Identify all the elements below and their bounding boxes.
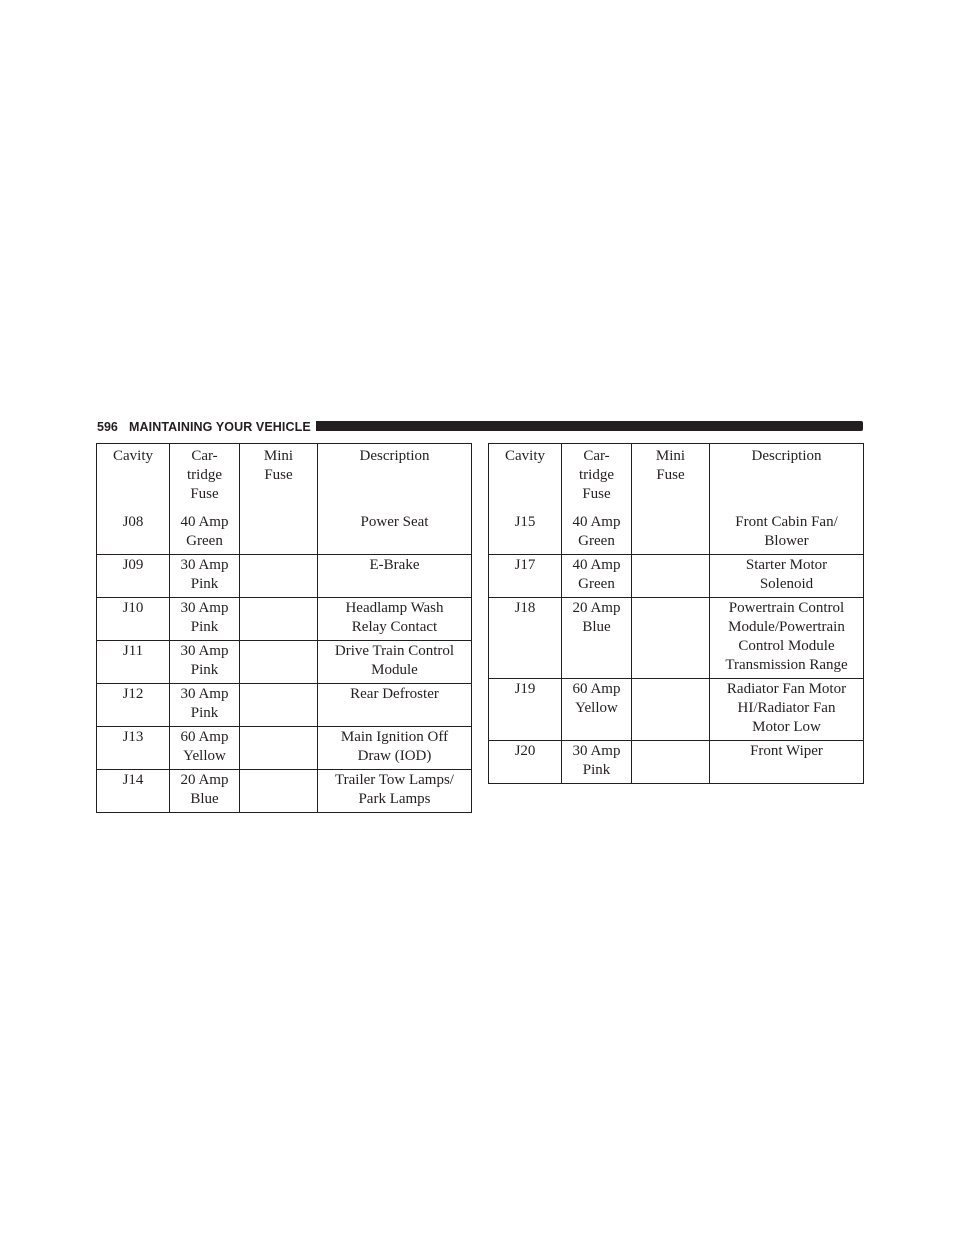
header-rule-bar [316, 421, 863, 431]
table-row [97, 684, 472, 727]
cartridge-fuse-line: 40 Amp [572, 514, 621, 530]
header-line: Fuse [190, 486, 219, 502]
header-line: Mini [263, 448, 294, 464]
description-line: Front Wiper [750, 743, 823, 759]
cartridge-fuse-line: 40 Amp [180, 514, 229, 530]
cartridge-fuse-line: Blue [190, 791, 219, 807]
table-row [97, 641, 472, 684]
description-cell [318, 598, 472, 641]
column-header-description: Description [710, 444, 864, 513]
column-header-cavity: Cavity [97, 444, 170, 513]
mini-fuse-cell [632, 555, 710, 598]
cavity-cell: J12 [97, 684, 170, 727]
header-line: Car- [583, 448, 610, 464]
page-header [97, 418, 863, 436]
column-header-description: Description [318, 444, 472, 513]
description-line: E-Brake [369, 557, 420, 573]
mini-fuse-cell [632, 741, 710, 784]
mini-fuse-cell [240, 598, 318, 641]
description-line: Radiator Fan Motor [726, 681, 847, 697]
description-line: Module [371, 662, 418, 678]
column-header-mini-fuse [240, 444, 318, 513]
table-row [97, 512, 472, 555]
cartridge-fuse-cell [562, 555, 632, 598]
cartridge-fuse-cell [170, 512, 240, 555]
description-line: Blower [764, 533, 809, 549]
table-header-row [489, 444, 864, 513]
cavity-cell: J08 [97, 512, 170, 555]
cartridge-fuse-line: 30 Amp [180, 643, 229, 659]
header-line: Fuse [656, 467, 685, 483]
cartridge-fuse-line: 20 Amp [572, 600, 621, 616]
cavity-cell: J09 [97, 555, 170, 598]
mini-fuse-cell [240, 555, 318, 598]
cartridge-fuse-cell [170, 641, 240, 684]
cartridge-fuse-cell [170, 684, 240, 727]
description-line: Relay Contact [351, 619, 438, 635]
cartridge-fuse-line: Pink [582, 762, 611, 778]
cartridge-fuse-line: Yellow [575, 700, 618, 716]
mini-fuse-cell [240, 727, 318, 770]
description-line: Rear Defroster [350, 686, 439, 702]
cartridge-fuse-line: Pink [190, 576, 219, 592]
cavity-cell: J20 [489, 741, 562, 784]
description-line: Motor Low [752, 719, 821, 735]
mini-fuse-cell [240, 684, 318, 727]
cavity-cell: J14 [97, 770, 170, 813]
cartridge-fuse-line: 30 Amp [180, 557, 229, 573]
table-row [489, 679, 864, 741]
description-line: Power Seat [360, 514, 429, 530]
table-row [97, 598, 472, 641]
description-line: Drive Train Control [334, 643, 455, 659]
cartridge-fuse-line: 60 Amp [180, 729, 229, 745]
cavity-cell: J10 [97, 598, 170, 641]
cartridge-fuse-cell [170, 770, 240, 813]
table-row [489, 598, 864, 679]
description-line: HI/Radiator Fan [737, 700, 836, 716]
mini-fuse-cell [240, 512, 318, 555]
column-header-cartridge-fuse [562, 444, 632, 513]
header-line: Fuse [264, 467, 293, 483]
description-line: Starter Motor [745, 557, 828, 573]
cavity-cell: J15 [489, 512, 562, 555]
description-cell [710, 679, 864, 741]
cavity-cell: J11 [97, 641, 170, 684]
description-cell [318, 641, 472, 684]
header-line: Mini [655, 448, 686, 464]
header-line: tridge [579, 467, 614, 483]
table-row [97, 727, 472, 770]
mini-fuse-cell [240, 641, 318, 684]
cartridge-fuse-line: Green [578, 533, 615, 549]
fuse-table-left [96, 443, 472, 813]
cavity-cell: J19 [489, 679, 562, 741]
cavity-cell: J18 [489, 598, 562, 679]
cartridge-fuse-line: 30 Amp [180, 686, 229, 702]
header-line: Car- [191, 448, 218, 464]
cartridge-fuse-line: 30 Amp [180, 600, 229, 616]
description-cell [710, 598, 864, 679]
fuse-table-right [488, 443, 864, 784]
cartridge-fuse-cell [170, 555, 240, 598]
table-header-row [97, 444, 472, 513]
cartridge-fuse-cell [562, 598, 632, 679]
column-header-cartridge-fuse [170, 444, 240, 513]
description-cell [710, 741, 864, 784]
cartridge-fuse-line: Green [186, 533, 223, 549]
mini-fuse-cell [240, 770, 318, 813]
page-number: 596 [97, 420, 118, 434]
cartridge-fuse-cell [562, 679, 632, 741]
description-line: Draw (IOD) [357, 748, 432, 764]
description-line: Headlamp Wash [345, 600, 444, 616]
table-row [489, 555, 864, 598]
cartridge-fuse-cell [170, 598, 240, 641]
cartridge-fuse-line: Pink [190, 705, 219, 721]
cartridge-fuse-line: 40 Amp [572, 557, 621, 573]
table-row [97, 555, 472, 598]
description-line: Control Module [738, 638, 835, 654]
description-line: Park Lamps [358, 791, 431, 807]
description-line: Powertrain Control [728, 600, 845, 616]
cartridge-fuse-cell [562, 512, 632, 555]
section-title: MAINTAINING YOUR VEHICLE [129, 420, 311, 434]
cartridge-fuse-line: 60 Amp [572, 681, 621, 697]
description-cell [710, 555, 864, 598]
mini-fuse-cell [632, 679, 710, 741]
fuse-table-body [489, 512, 864, 784]
table-row [97, 770, 472, 813]
cartridge-fuse-line: Pink [190, 619, 219, 635]
description-line: Trailer Tow Lamps/ [335, 772, 454, 788]
description-line: Main Ignition Off [340, 729, 449, 745]
description-cell [318, 727, 472, 770]
description-line: Module/Powertrain [728, 619, 845, 635]
column-header-cavity: Cavity [489, 444, 562, 513]
cartridge-fuse-cell [170, 727, 240, 770]
mini-fuse-cell [632, 598, 710, 679]
column-header-mini-fuse [632, 444, 710, 513]
fuse-table-body [97, 512, 472, 813]
cartridge-fuse-line: Blue [582, 619, 611, 635]
header-line: Fuse [582, 486, 611, 502]
description-line: Front Cabin Fan/ [735, 514, 838, 530]
description-cell [318, 684, 472, 727]
cartridge-fuse-line: Pink [190, 662, 219, 678]
description-cell [318, 512, 472, 555]
cartridge-fuse-line: 30 Amp [572, 743, 621, 759]
description-cell [710, 512, 864, 555]
cavity-cell: J13 [97, 727, 170, 770]
cartridge-fuse-line: 20 Amp [180, 772, 229, 788]
table-row [489, 741, 864, 784]
cavity-cell: J17 [489, 555, 562, 598]
cartridge-fuse-cell [562, 741, 632, 784]
header-line: tridge [187, 467, 222, 483]
table-row [489, 512, 864, 555]
description-line: Transmission Range [725, 657, 848, 673]
cartridge-fuse-line: Yellow [183, 748, 226, 764]
mini-fuse-cell [632, 512, 710, 555]
description-cell [318, 770, 472, 813]
description-cell [318, 555, 472, 598]
description-line: Solenoid [759, 576, 814, 592]
cartridge-fuse-line: Green [578, 576, 615, 592]
